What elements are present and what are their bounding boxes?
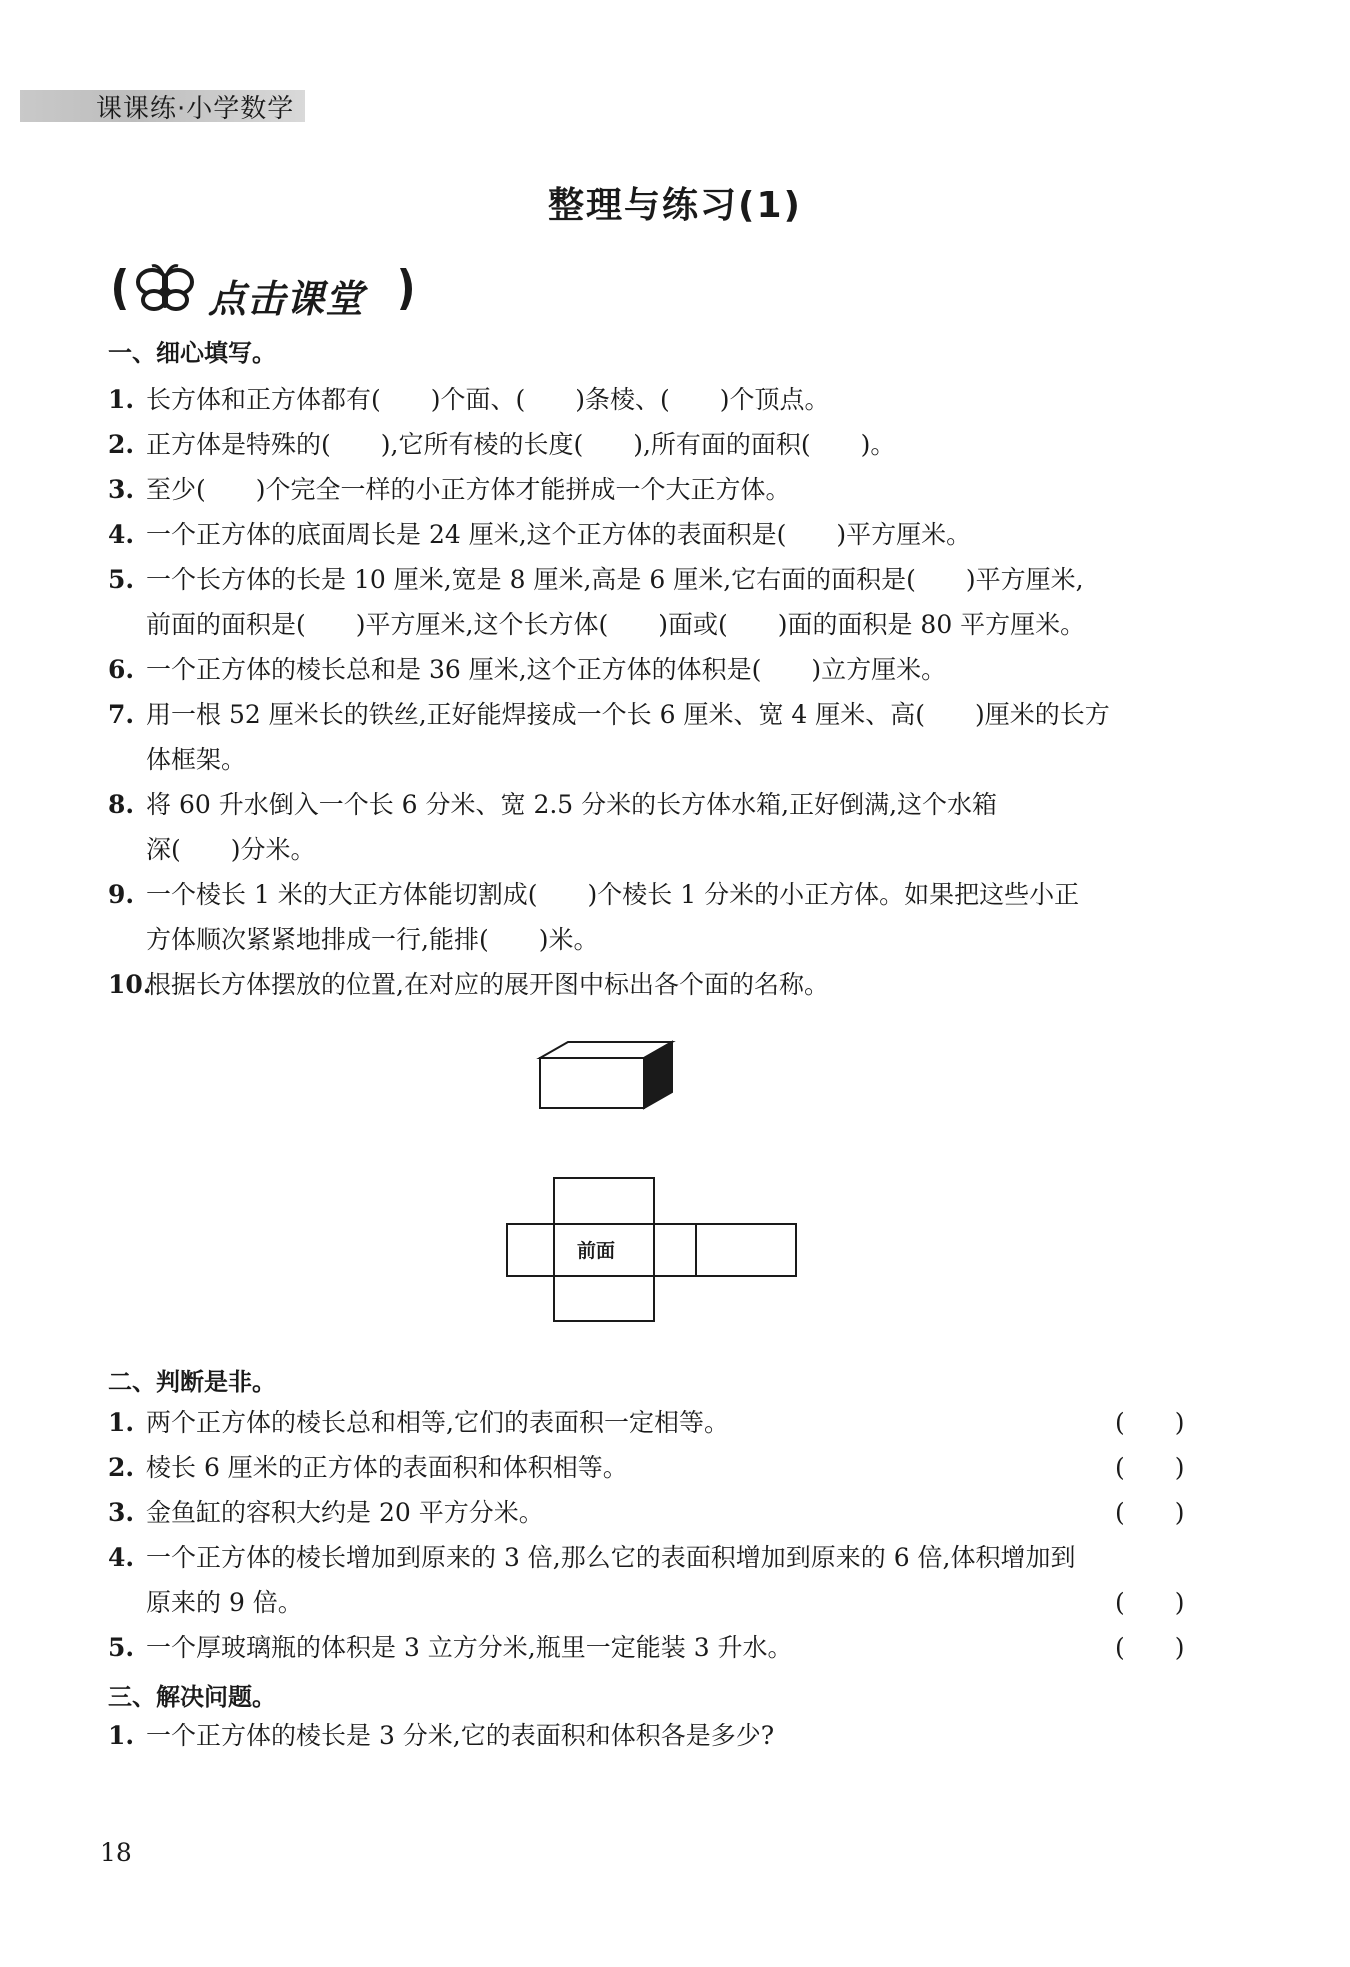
question-number: 6.: [108, 655, 135, 684]
answer-blank[interactable]: ( ): [1115, 1453, 1185, 1482]
question-number: 4.: [108, 1543, 135, 1572]
question-text-cont: 前面的面积是( )平方厘米,这个长方体( )面或( )面的面积是 80 平方厘米。: [146, 610, 1086, 639]
question-text: 长方体和正方体都有( )个面、( )条棱、( )个顶点。: [146, 385, 830, 414]
section-heading: 一、细心填写。: [108, 339, 276, 367]
question-text-cont: 深( )分米。: [146, 835, 316, 864]
butterfly-icon: [132, 262, 202, 316]
question-9: [108, 872, 1079, 962]
question-6: [108, 647, 946, 692]
question-number: 5.: [108, 565, 135, 594]
question-text: 一个正方体的棱长总和是 36 厘米,这个正方体的体积是( )立方厘米。: [146, 655, 947, 684]
question-number: 8.: [108, 790, 135, 819]
question-1: [108, 377, 830, 422]
question-number: 1.: [108, 1721, 135, 1750]
question-number: 7.: [108, 700, 135, 729]
question-text: 至少( )个完全一样的小正方体才能拼成一个大正方体。: [146, 475, 791, 504]
question-text: 棱长 6 厘米的正方体的表面积和体积相等。: [146, 1453, 628, 1482]
question-text: 一个正方体的棱长增加到原来的 3 倍,那么它的表面积增加到原来的 6 倍,体积增加到: [146, 1543, 1076, 1572]
question-text: 金鱼缸的容积大约是 20 平方分米。: [146, 1498, 544, 1527]
question-number: 2.: [108, 430, 135, 459]
page-number: 18: [100, 1838, 132, 1867]
question-3: [108, 467, 791, 512]
question-4: [108, 512, 971, 557]
question-number: 1.: [108, 1408, 135, 1437]
question-text: 用一根 52 厘米长的铁丝,正好能焊接成一个长 6 厘米、宽 4 厘米、高( )厘米的长方: [146, 700, 1110, 729]
section-heading: 三、解决问题。: [108, 1683, 276, 1711]
question-text: 两个正方体的棱长总和相等,它们的表面积一定相等。: [146, 1408, 729, 1437]
question-text: 根据长方体摆放的位置,在对应的展开图中标出各个面的名称。: [146, 970, 829, 999]
question-number: 3.: [108, 475, 135, 504]
question-text: 一个正方体的底面周长是 24 厘米,这个正方体的表面积是( )平方厘米。: [146, 520, 972, 549]
question-text: 一个厚玻璃瓶的体积是 3 立方分米,瓶里一定能装 3 升水。: [146, 1633, 793, 1662]
answer-blank[interactable]: ( ): [1115, 1408, 1185, 1437]
judge-question-4: [108, 1535, 1076, 1625]
answer-blank[interactable]: ( ): [1115, 1633, 1185, 1662]
problem-question-1: [108, 1713, 774, 1758]
question-number: 10.: [108, 970, 152, 999]
judge-question-5: [108, 1625, 793, 1670]
question-number: 9.: [108, 880, 135, 909]
question-8: [108, 782, 997, 872]
cuboid-figure: [540, 1042, 672, 1108]
question-number: 1.: [108, 385, 135, 414]
question-7: [108, 692, 1110, 782]
question-text: 一个正方体的棱长是 3 分米,它的表面积和体积各是多少?: [146, 1721, 775, 1750]
judge-question-3: [108, 1490, 544, 1535]
section-heading: 二、判断是非。: [108, 1368, 276, 1396]
question-number: 3.: [108, 1498, 135, 1527]
book-title: 课课练·小学数学: [96, 94, 295, 124]
answer-blank[interactable]: ( ): [1115, 1588, 1185, 1617]
net-face-label: 前面: [577, 1240, 616, 1262]
question-text-cont: 原来的 9 倍。: [146, 1588, 303, 1617]
judge-question-1: [108, 1400, 729, 1445]
question-number: 5.: [108, 1633, 135, 1662]
question-text-cont: 方体顺次紧紧地排成一行,能排( )米。: [146, 925, 599, 954]
question-number: 2.: [108, 1453, 135, 1482]
judge-question-2: [108, 1445, 628, 1490]
question-text-cont: 体框架。: [146, 745, 247, 774]
page-title: 整理与练习(1): [548, 185, 802, 226]
banner-label: 点击课堂: [208, 277, 365, 321]
section-banner: [108, 262, 438, 321]
answer-blank[interactable]: ( ): [1115, 1498, 1185, 1527]
question-text: 将 60 升水倒入一个长 6 分米、宽 2.5 分米的长方体水箱,正好倒满,这个水箱: [146, 790, 998, 819]
cuboid-net: [507, 1178, 796, 1321]
question-number: 4.: [108, 520, 135, 549]
question-2: [108, 422, 895, 467]
question-text: 一个长方体的长是 10 厘米,宽是 8 厘米,高是 6 厘米,它右面的面积是( )平方厘米,: [146, 565, 1084, 594]
question-5: [108, 557, 1085, 647]
question-text: 正方体是特殊的( ),它所有棱的长度( ),所有面的面积( )。: [146, 430, 896, 459]
question-10: [108, 962, 829, 1007]
question-text: 一个棱长 1 米的大正方体能切割成( )个棱长 1 分米的小正方体。如果把这些小正: [146, 880, 1080, 909]
